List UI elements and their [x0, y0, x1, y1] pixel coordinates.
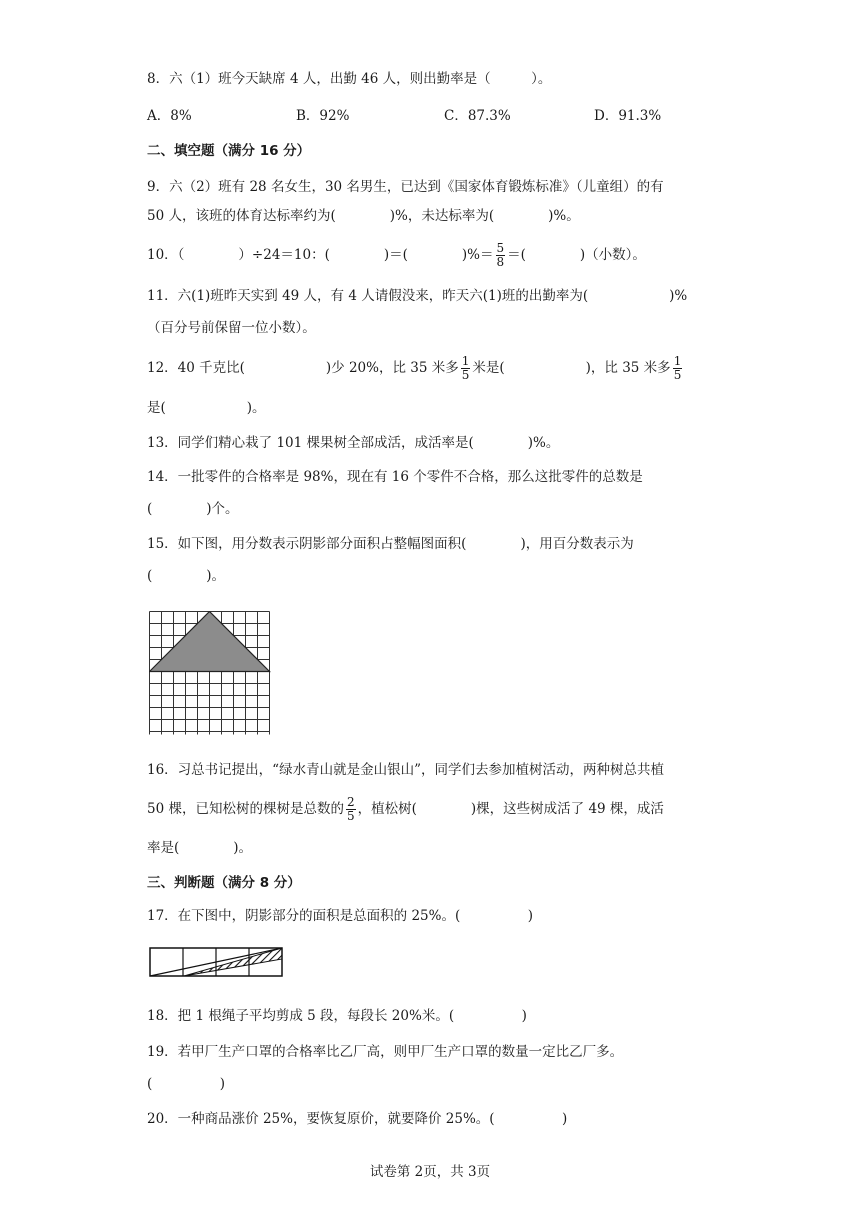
q8-option-a: A．8%	[147, 108, 192, 124]
q15-grid-triangle-figure	[149, 611, 272, 735]
q12-fraction-1-denominator: 5	[461, 368, 470, 382]
page-footer: 试卷第 2页，共 3页	[369, 1164, 491, 1180]
q12-fraction-2-denominator: 5	[673, 368, 682, 382]
q15-line1: 15．如下图，用分数表示阴影部分面积占整幅图面积( )，用百分数表示为	[147, 536, 634, 552]
q14-line2: ( )个。	[147, 501, 239, 517]
q19-line1: 19．若甲厂生产口罩的合格率比乙厂高，则甲厂生产口罩的数量一定比乙厂多。	[147, 1044, 624, 1060]
q17-strip-figure	[149, 946, 287, 980]
q10-fraction	[496, 242, 506, 269]
q10-fraction-denominator: 8	[496, 255, 505, 269]
q14-line1: 14．一批零件的合格率是 98%，现在有 16 个零件不合格，那么这批零件的总数是	[147, 469, 643, 485]
question-17: 17．在下图中，阴影部分的面积是总面积的 25%。( )	[147, 908, 534, 924]
q16-line1: 16．习总书记提出，“绿水青山就是金山银山”，同学们去参加植树活动，两种树总共植	[147, 762, 664, 778]
section-fill-in-heading: 二、填空题（满分 16 分）	[147, 143, 311, 159]
question-13: 13．同学们精心栽了 101 棵果树全部成活，成活率是( )%。	[147, 435, 560, 451]
q16-line3: 率是( )。	[147, 840, 253, 856]
q16-part1: 50 棵，已知松树的棵树是总数的	[147, 801, 344, 817]
q15-line2: ( )。	[147, 568, 226, 584]
q9-line2: 50 人，该班的体育达标率约为( )%，未达标率为( )%。	[147, 208, 580, 224]
q12-line2: 是( )。	[147, 400, 266, 416]
q17-hatched-region	[184, 948, 282, 976]
q12-part1: 12．40 千克比( )少 20%，比 35 米多	[147, 360, 459, 376]
q9-line1: 9．六（2）班有 28 名女生，30 名男生，已达到《国家体育锻炼标准》（儿童组）的有	[147, 179, 664, 195]
q12-part2: 米是( )，比 35 米多	[472, 360, 671, 376]
q16-fraction-denominator: 5	[346, 809, 355, 823]
q16-fraction-numerator: 2	[346, 795, 355, 809]
q8-option-d: D．91.3%	[594, 108, 662, 124]
q10-fraction-numerator: 5	[496, 241, 505, 255]
question-20: 20．一种商品涨价 25%，要恢复原价，就要降价 25%。( )	[147, 1111, 568, 1127]
q11-line1: 11．六(1)班昨天实到 49 人，有 4 人请假没来，昨天六(1)班的出勤率为( )%	[147, 288, 688, 304]
q11-line2: （百分号前保留一位小数）。	[147, 320, 316, 336]
q19-line2: ( )	[147, 1076, 226, 1092]
section-judgement-heading: 三、判断题（满分 8 分）	[147, 875, 301, 891]
q12-fraction-2	[673, 355, 683, 382]
q16-part2: ，植松树( )棵，这些树成活了 49 棵，成活	[357, 801, 664, 817]
q12-fraction-2-numerator: 1	[673, 354, 682, 368]
q10-part1: 10．（ ）÷24＝10：( )＝( )%＝	[147, 247, 494, 263]
q8-option-c: C．87.3%	[444, 108, 511, 124]
q16-line2	[147, 791, 664, 827]
q12-line1	[147, 350, 684, 386]
q8-option-b: B．92%	[296, 108, 350, 124]
question-18: 18．把 1 根绳子平均剪成 5 段，每段长 20%米。( )	[147, 1008, 527, 1024]
question-10	[147, 237, 646, 273]
q10-part2: ＝( )（小数）。	[507, 247, 646, 263]
q16-fraction	[346, 796, 356, 823]
q12-fraction-1-numerator: 1	[461, 354, 470, 368]
q15-shaded-triangle	[150, 612, 270, 672]
q12-fraction-1	[461, 355, 471, 382]
q8-stem: 8．六（1）班今天缺席 4 人，出勤 46 人，则出勤率是（ ）。	[147, 71, 552, 87]
